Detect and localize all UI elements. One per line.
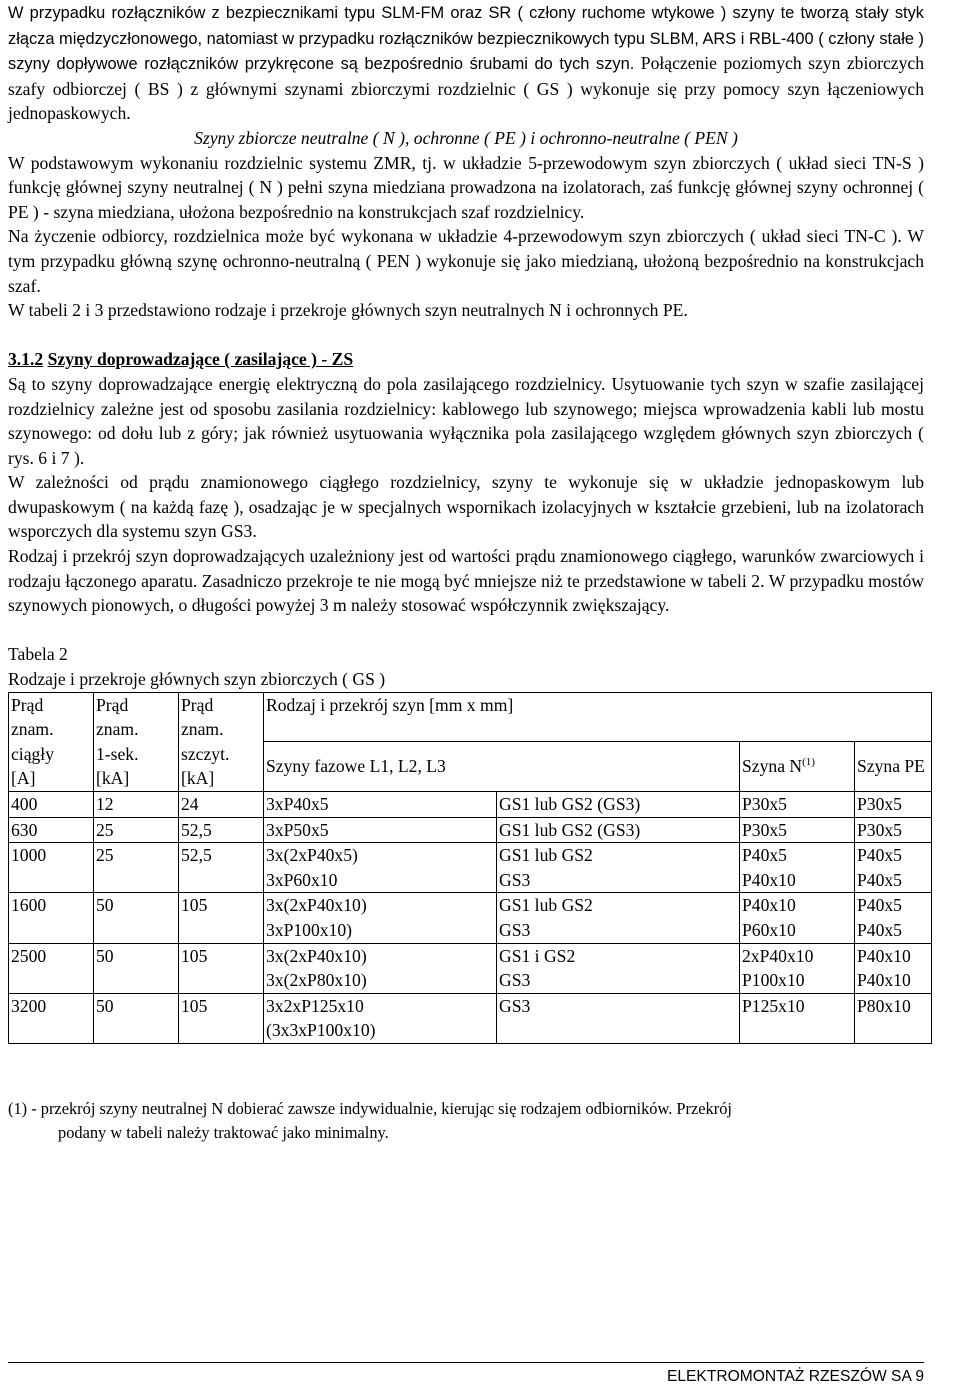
table-row (9, 993, 932, 1043)
cell-pe: P40x10 P40x10 (855, 943, 932, 993)
cell-gs: GS1 lub GS2 (GS3) (497, 817, 740, 843)
cell-gs: GS1 lub GS2 (GS3) (497, 792, 740, 818)
cell-pe: P30x5 (855, 817, 932, 843)
section-title: Szyny doprowadzające ( zasilające ) - ZS (47, 349, 354, 370)
cell-phase: 3xP50x5 (264, 817, 497, 843)
cell-continuous-current: 400 (9, 792, 94, 818)
section-heading (8, 347, 924, 372)
table-header-row (9, 692, 932, 742)
cell-gs: GS3 (497, 993, 740, 1043)
section-number: 3.1.2 (8, 349, 44, 370)
cell-peak-current: 105 (179, 893, 264, 943)
cell-n: P30x5 (740, 792, 855, 818)
footer-rule (8, 1362, 924, 1363)
spacer (8, 618, 924, 643)
paragraph: Rodzaj i przekrój szyn doprowadzających uzależniony jest od wartości prądu znamionowego ciągłego, warunków zwarciowych i rodzaju łączonego aparatu. Zasadniczo przekroje te nie mogą być mniejsze niż te przedstawione w tabeli 2. W przypadku mostów szynowych pionowych, o długości powyżej 3 m należy stosować współczynnik zwiększający. (8, 546, 924, 616)
cell-pe: P40x5 P40x5 (855, 843, 932, 893)
cell-phase: 3x(2xP40x10) 3xP100x10) (264, 893, 497, 943)
cell-gs: GS1 i GS2 GS3 (497, 943, 740, 993)
table-row (9, 893, 932, 943)
cell-continuous-current: 630 (9, 817, 94, 843)
cell-n: P30x5 (740, 817, 855, 843)
table-label: Tabela 2 (8, 644, 68, 665)
header-1s-current: Prąd znam. 1-sek. [kA] (94, 692, 179, 791)
cell-peak-current: 105 (179, 943, 264, 993)
cell-n: P125x10 (740, 993, 855, 1043)
header-continuous-current: Prąd znam. ciągły [A] (9, 692, 94, 791)
cell-n: P40x10 P60x10 (740, 893, 855, 943)
paragraph: Są to szyny doprowadzające energię elektryczną do pola zasilającego rozdzielnicy. Usytuowanie tych szyn w szafie zasilającej rozdzielnicy zależne jest od sposobu zasilania rozdzielnicy: kablowego lub szynowego; miejsca wprowadzenia kabli lub mostu szynowego: od dołu lub z góry; jak również usytuowania wyłącznika pola zasilającego względem głównych szyn zbiorczych ( rys. 6 i 7 ). (8, 373, 924, 468)
paragraph: W podstawowym wykonaniu rozdzielnic systemu ZMR, tj. w układzie 5-przewodowym szyn zbiorczych ( układ sieci TN-S ) funkcję głównej szyny neutralnej ( N ) pełni szyna miedziana prowadzona na izolatorach, zaś funkcję głównej szyny ochronnej ( PE ) - szyna miedziana, ułożona bezpośrednio na konstrukcjach szaf rozdzielnicy. (8, 152, 924, 222)
cell-phase: 3x2xP125x10 (3x3xP100x10) (264, 993, 497, 1043)
footnote-line: podany w tabeli należy traktować jako minimalny. (58, 1122, 389, 1142)
cell-continuous-current: 1600 (9, 893, 94, 943)
spacer (8, 1044, 924, 1097)
cell-n: P40x5 P40x10 (740, 843, 855, 893)
cell-peak-current: 105 (179, 993, 264, 1043)
header-peak-current: Prąd znam. szczyt. [kA] (179, 692, 264, 791)
cell-1s-current: 25 (94, 817, 179, 843)
cell-continuous-current: 2500 (9, 943, 94, 993)
cell-n: 2xP40x10 P100x10 (740, 943, 855, 993)
cell-pe: P30x5 (855, 792, 932, 818)
cell-gs: GS1 lub GS2 GS3 (497, 843, 740, 893)
cell-continuous-current: 1000 (9, 843, 94, 893)
italic-subheading: Szyny zbiorcze neutralne ( N ), ochronne ( PE ) i ochronno-neutralne ( PEN ) (194, 127, 738, 148)
paragraph (8, 0, 924, 126)
footer-company: ELEKTROMONTAŻ RZESZÓW SA 9 (666, 1368, 924, 1385)
cell-phase: 3x(2xP40x10) 3x(2xP80x10) (264, 943, 497, 993)
table-row (9, 792, 932, 818)
paragraph-text: Połączenie poziomych szyn zbiorczych szafy odbiorczej ( BS ) z głównymi szynami zbiorczymi rozdzielnic ( GS ) wykonuje się przy pomocy szyn łączeniowych jednopaskowych. (8, 53, 925, 124)
cell-gs: GS1 lub GS2 GS3 (497, 893, 740, 943)
cell-phase: 3xP40x5 (264, 792, 497, 818)
cell-peak-current: 52,5 (179, 843, 264, 893)
cell-pe: P80x10 (855, 993, 932, 1043)
table-caption: Rodzaje i przekroje głównych szyn zbiorczych ( GS ) (8, 669, 386, 690)
paragraph: W zależności od prądu znamionowego ciągłego rozdzielnicy, szyny te wykonuje się w układzie jednopaskowym lub dwupaskowym ( na każdą fazę ), osadzając je w specjalnych wspornikach izolacyjnych w kształcie grzebieni, lub na izolatorach wsporczych dla systemu szyn GS3. (8, 472, 924, 542)
cell-1s-current: 12 (94, 792, 179, 818)
paragraph: W tabeli 2 i 3 przedstawiono rodzaje i przekroje głównych szyn neutralnych N i ochronnych PE. (8, 300, 688, 321)
cell-continuous-current: 3200 (9, 993, 94, 1043)
header-pe-busbar: Szyna PE (855, 742, 932, 792)
busbar-table (8, 692, 932, 1044)
cell-phase: 3x(2xP40x5) 3xP60x10 (264, 843, 497, 893)
cell-1s-current: 50 (94, 893, 179, 943)
footnote-line: (1) - przekrój szyny neutralnej N dobierać zawsze indywidualnie, kierując się rodzajem odbiorników. Przekrój (8, 1098, 732, 1118)
header-neutral-busbar: Szyna $N^{(1)}$ (740, 742, 855, 792)
cell-peak-current: 52,5 (179, 817, 264, 843)
cell-1s-current: 50 (94, 943, 179, 993)
cell-1s-current: 25 (94, 843, 179, 893)
table-row (9, 817, 932, 843)
header-phase-busbars: Szyny fazowe L1, L2, L3 (264, 742, 740, 792)
paragraph: Na życzenie odbiorcy, rozdzielnica może być wykonana w układzie 4-przewodowym szyn zbiorczych ( układ sieci TN-C ). W tym przypadku główną szynę ochronno-neutralną ( PEN ) wykonuje się jako miedzianą, ułożoną bezpośrednio na konstrukcjach szaf. (8, 226, 924, 296)
cell-pe: P40x5 P40x5 (855, 893, 932, 943)
table-row (9, 943, 932, 993)
cell-peak-current: 24 (179, 792, 264, 818)
header-busbar-group: Rodzaj i przekrój szyn [mm x mm] (264, 692, 932, 742)
table-row (9, 843, 932, 893)
paragraph-text-sans: W przypadku rozłączników z bezpiecznikami typu SLM-FM oraz SR ( człony ruchome wtykowe ) szyny te tworzą stały styk złącza międzyczłonowego, natomiast w przypadku rozłączników bezpiecznikowych typu SLBM, ARS i RBL-400 ( człony stałe ) szyny dopływowe rozłączników przykręcone są bezpośrednio śrubami do tych szyn. (8, 4, 924, 74)
spacer (8, 323, 924, 348)
cell-1s-current: 50 (94, 993, 179, 1043)
document-page (8, 0, 924, 1145)
